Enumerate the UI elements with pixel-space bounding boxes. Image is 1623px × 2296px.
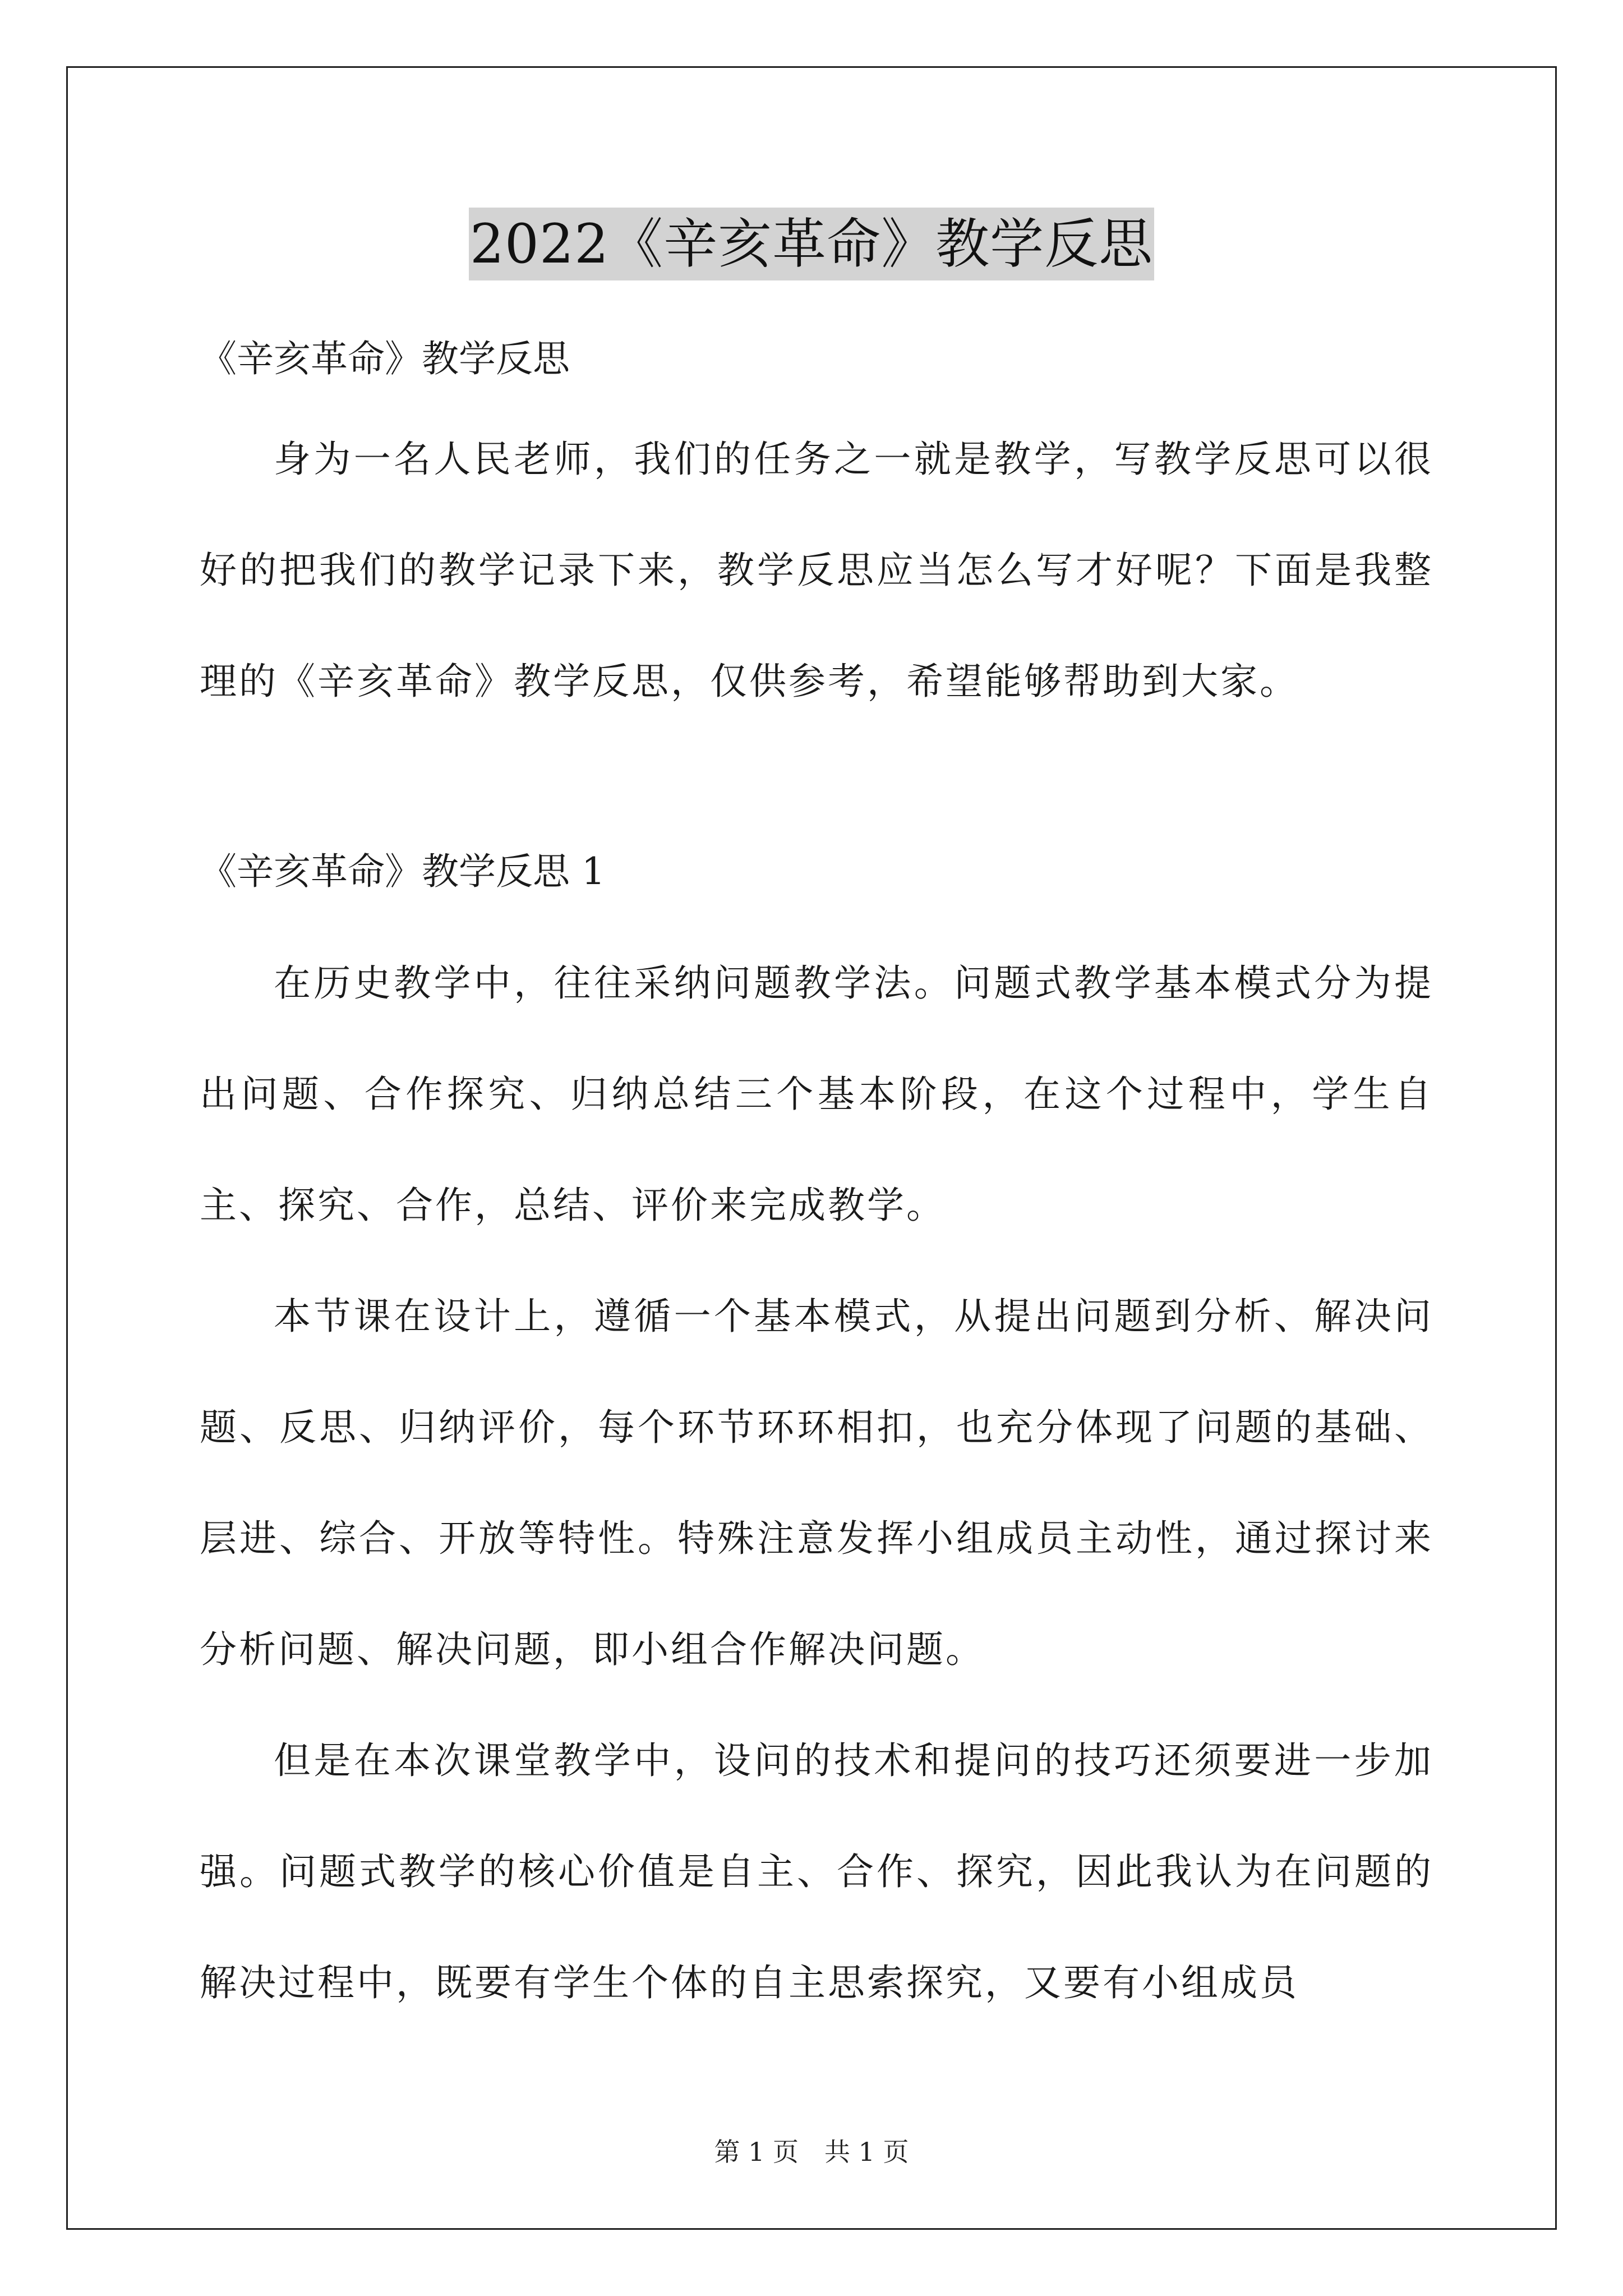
section-gap	[200, 737, 1433, 816]
page-footer: 第 1 页 共 1 页	[714, 2137, 909, 2167]
paragraph-2: 本节课在设计上，遵循一个基本模式，从提出问题到分析、解决问题、反思、归纳评价，每个环节环环相扣，也充分体现了问题的基础、层进、综合、开放等特性。特殊注意发挥小组成员主动性，通过探讨来分析问题、解决问题，即小组合作解决问题。	[200, 1295, 1433, 1671]
document-body	[200, 314, 1433, 2039]
section-1-title: 《辛亥革命》教学反思 1	[200, 850, 605, 893]
paragraph-1: 在历史教学中，往往采纳问题教学法。问题式教学基本模式分为提出问题、合作探究、归纳总结三个基本阶段，在这个过程中，学生自主、探究、合作，总结、评价来完成教学。	[200, 961, 1433, 1227]
title-wrap	[0, 208, 1623, 280]
document-subtitle: 《辛亥革命》教学反思	[200, 337, 570, 380]
paragraph-3: 但是在本次课堂教学中，设问的技术和提问的技巧还须要进一步加强。问题式教学的核心价值是自主、合作、探究，因此我认为在问题的解决过程中，既要有学生个体的自主思索探究，又要有小组成员	[200, 1739, 1433, 2004]
document-title: 2022《辛亥革命》教学反思	[469, 208, 1154, 280]
intro-paragraph: 身为一名人民老师，我们的任务之一就是教学，写教学反思可以很好的把我们的教学记录下来，教学反思应当怎么写才好呢？下面是我整理的《辛亥革命》教学反思，仅供参考，希望能够帮助到大家。	[200, 438, 1433, 703]
